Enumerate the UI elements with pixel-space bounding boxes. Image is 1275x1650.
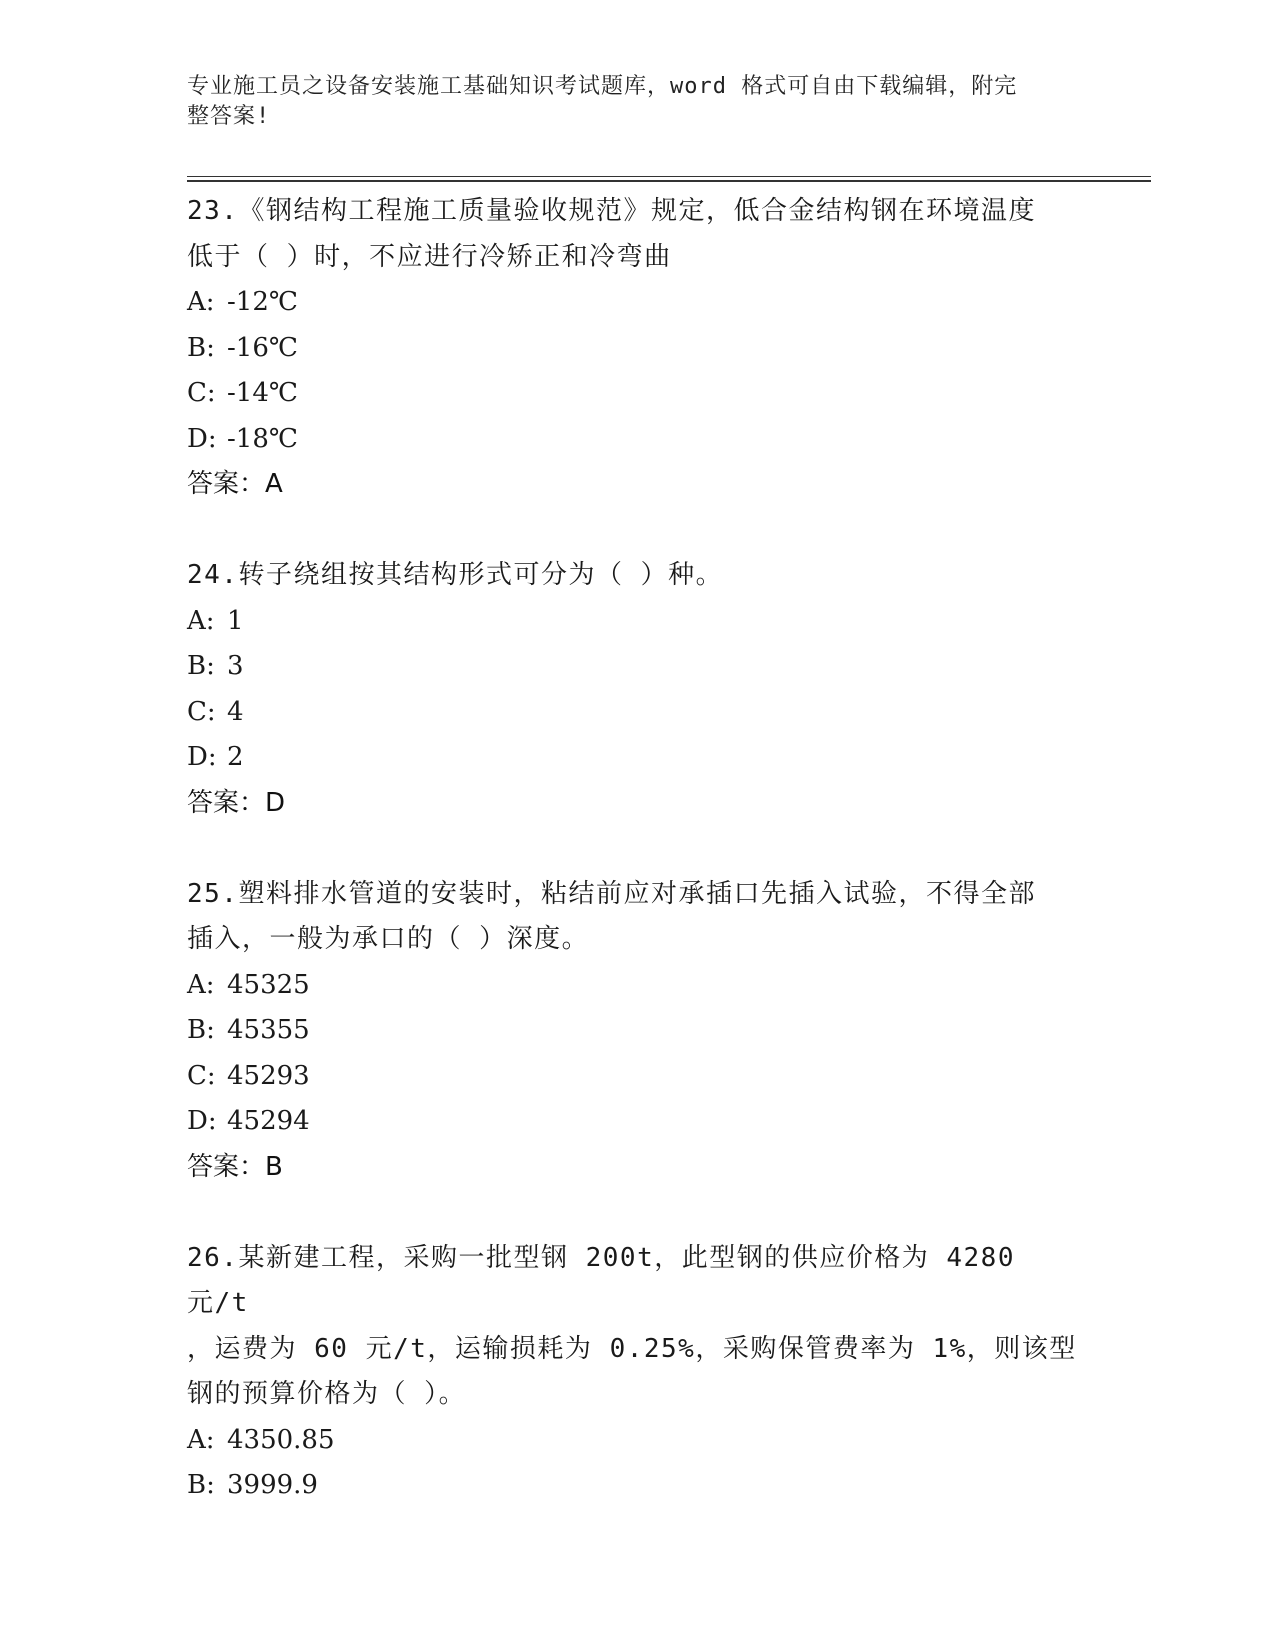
option-letter: B: <box>187 1470 215 1500</box>
option-text: 45294 <box>227 1106 310 1136</box>
option-letter: C: <box>187 1060 216 1091</box>
question-25 <box>187 872 1087 1191</box>
option-text: 3999.9 <box>227 1470 318 1500</box>
option-a <box>187 280 1087 326</box>
option-letter: C: <box>187 378 216 408</box>
answer-line: 答案：D <box>187 787 286 818</box>
option-b <box>187 1463 1087 1509</box>
question-26 <box>187 1236 1087 1509</box>
header-divider-thick <box>187 180 1151 182</box>
option-text: 1 <box>227 605 244 636</box>
question-list <box>187 189 1087 1509</box>
option-letter: D: <box>187 1106 217 1136</box>
header-line-2: 整答案! <box>187 104 271 129</box>
spacer <box>187 1190 1087 1236</box>
question-stem-line: 钢的预算价格为（ ）。 <box>187 1379 467 1409</box>
option-letter: A: <box>187 1424 215 1455</box>
option-c <box>187 371 1087 417</box>
option-b <box>187 326 1087 372</box>
option-text: 4350.85 <box>227 1424 335 1455</box>
option-c <box>187 1054 1087 1100</box>
answer-line: 答案：B <box>187 1151 283 1182</box>
question-stem-line: 25.塑料排水管道的安装时，粘结前应对承插口先插入试验，不得全部 <box>187 878 1036 909</box>
spacer <box>187 826 1087 872</box>
option-b <box>187 644 1087 690</box>
option-c <box>187 690 1087 736</box>
question-stem-line: 23.《钢结构工程施工质量验收规范》规定，低合金结构钢在环境温度 <box>187 196 1036 226</box>
question-stem-line: 低于（ ）时，不应进行冷矫正和冷弯曲 <box>187 241 672 272</box>
option-text: -18℃ <box>227 423 298 454</box>
option-d <box>187 1099 1087 1145</box>
option-letter: A: <box>187 287 215 317</box>
question-stem-line: 26.某新建工程，采购一批型钢 200t，此型钢的供应价格为 4280 元/t <box>187 1242 1033 1318</box>
option-d <box>187 417 1087 463</box>
option-text: 3 <box>227 651 244 681</box>
option-a <box>187 963 1087 1009</box>
option-text: 45325 <box>227 969 310 1000</box>
question-23 <box>187 189 1087 508</box>
option-letter: B: <box>187 1015 215 1045</box>
question-24 <box>187 553 1087 826</box>
option-b <box>187 1008 1087 1054</box>
option-letter: B: <box>187 651 215 681</box>
answer-line: 答案：A <box>187 469 283 499</box>
spacer <box>187 508 1087 554</box>
option-text: -16℃ <box>227 332 298 363</box>
option-text: -14℃ <box>227 378 298 408</box>
option-a <box>187 599 1087 645</box>
document-header <box>187 72 1067 132</box>
header-line-1: 专业施工员之设备安装施工基础知识考试题库，word 格式可自由下载编辑，附完 <box>187 74 1018 99</box>
header-divider-thin <box>187 176 1151 177</box>
option-letter: D: <box>187 742 217 772</box>
option-letter: C: <box>187 696 216 727</box>
option-letter: A: <box>187 605 215 636</box>
option-d <box>187 735 1087 781</box>
option-letter: D: <box>187 423 217 454</box>
option-text: 2 <box>227 742 244 772</box>
question-stem-line: 24.转子绕组按其结构形式可分为（ ）种。 <box>187 560 724 590</box>
option-text: 45355 <box>227 1015 310 1045</box>
option-text: 4 <box>227 696 244 727</box>
question-stem-line: ，运费为 60 元/t，运输损耗为 0.25%，采购保管费率为 1%，则该型 <box>187 1333 1077 1364</box>
option-letter: B: <box>187 332 215 363</box>
option-text: 45293 <box>227 1060 310 1091</box>
option-text: -12℃ <box>227 287 298 317</box>
question-stem-line: 插入，一般为承口的（ ）深度。 <box>187 924 590 954</box>
option-a <box>187 1418 1087 1464</box>
option-letter: A: <box>187 969 215 1000</box>
